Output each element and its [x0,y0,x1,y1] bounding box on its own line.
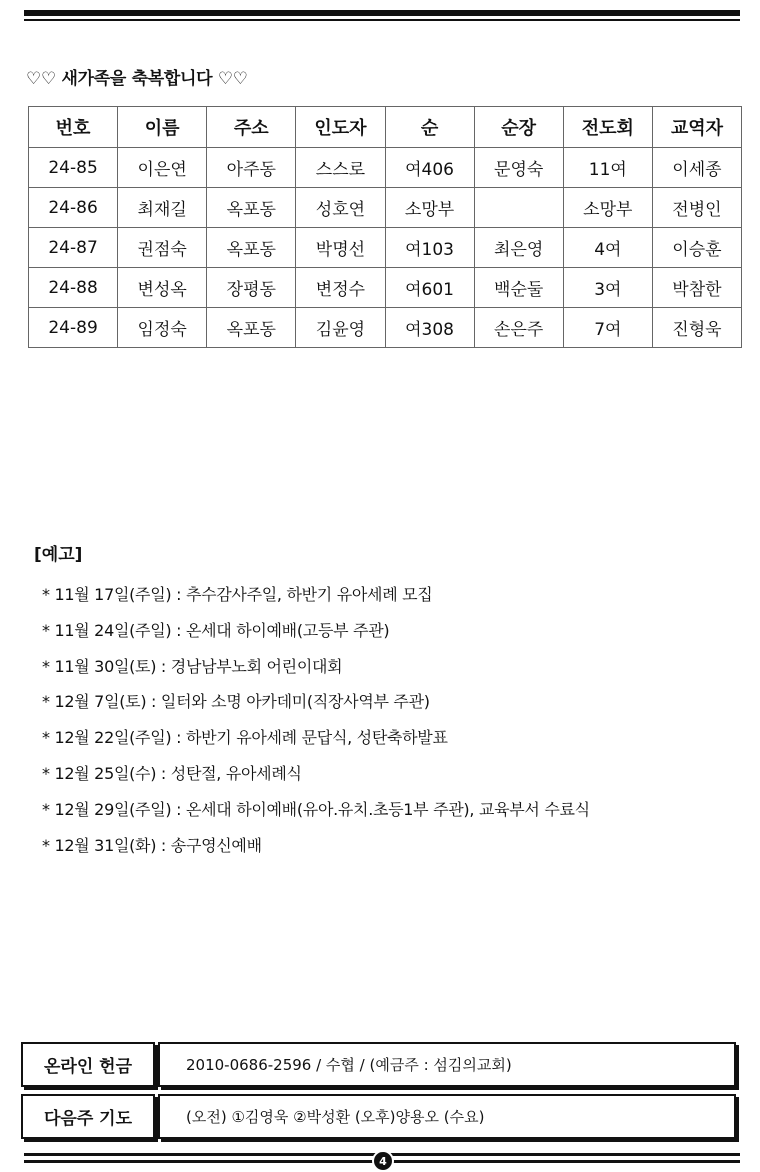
prayer-assignment: (오전) ①김영욱 ②박성환 (오후)양용오 (수요) [158,1094,736,1139]
top-rule-thick [24,10,740,16]
welcome-title: ♡♡ 새가족을 축복합니다 ♡♡ [26,69,248,89]
table-header-row [29,107,742,148]
table-cell: 전병인 [652,188,741,228]
header-guide: 인도자 [296,107,385,148]
table-cell [474,188,563,228]
table-cell: 옥포동 [207,228,296,268]
table-cell: 최은영 [474,228,563,268]
table-cell: 임정숙 [118,308,207,348]
table-cell: 장평동 [207,268,296,308]
list-item: * 12월 31일(화) : 송구영신예배 [42,835,262,855]
table-cell: 변정수 [296,268,385,308]
list-item: * 12월 22일(주일) : 하반기 유아세례 문답식, 성탄축하발표 [42,728,448,748]
table-cell: 11여 [563,148,652,188]
table-cell: 스스로 [296,148,385,188]
table-cell: 이승훈 [652,228,741,268]
table-cell: 진형욱 [652,308,741,348]
table-cell: 김윤영 [296,308,385,348]
table-cell: 손은주 [474,308,563,348]
table-cell: 박명선 [296,228,385,268]
table-cell: 여601 [385,268,474,308]
notice-title: [예고] [34,545,83,565]
table-cell: 박참한 [652,268,741,308]
table-cell: 여308 [385,308,474,348]
table-row [29,268,742,308]
table-cell: 24-86 [29,188,118,228]
table-cell: 백순둘 [474,268,563,308]
table-row [29,148,742,188]
notice-list [42,580,590,866]
table-cell: 변성옥 [118,268,207,308]
list-item: * 11월 17일(주일) : 추수감사주일, 하반기 유아세례 모집 [42,585,433,604]
new-family-table [28,106,742,348]
top-rule-thin [24,19,740,21]
table-cell: 이은연 [118,148,207,188]
table-cell: 옥포동 [207,308,296,348]
list-item: * 12월 29일(주일) : 온세대 하이예배(유아.유치.초등1부 주관), 교육부서 수료식 [42,799,590,819]
list-item: * 11월 30일(토) : 경남남부노회 어린이대회 [42,656,343,676]
header-name: 이름 [118,107,207,148]
header-number: 번호 [29,107,118,148]
table-cell: 여103 [385,228,474,268]
table-cell: 3여 [563,268,652,308]
table-cell: 최재길 [118,188,207,228]
header-group-leader: 순장 [474,107,563,148]
table-cell: 옥포동 [207,188,296,228]
table-cell: 아주동 [207,148,296,188]
table-cell: 문영숙 [474,148,563,188]
table-cell: 권점숙 [118,228,207,268]
table-cell: 이세종 [652,148,741,188]
table-cell: 24-87 [29,228,118,268]
header-mission-group: 전도회 [563,107,652,148]
page-number: 4 [372,1150,394,1172]
table-cell: 소망부 [385,188,474,228]
list-item: * 12월 25일(수) : 성탄절, 유아세례식 [42,763,302,783]
list-item: * 12월 7일(토) : 일터와 소명 아카데미(직장사역부 주관) [42,692,430,712]
table-cell: 여406 [385,148,474,188]
list-item: * 11월 24일(주일) : 온세대 하이예배(고등부 주관) [42,620,390,640]
table-cell: 24-88 [29,268,118,308]
table-cell: 4여 [563,228,652,268]
offering-label: 온라인 헌금 [21,1042,155,1087]
table-row [29,188,742,228]
table-cell: 24-89 [29,308,118,348]
table-row [29,228,742,268]
table-cell: 7여 [563,308,652,348]
offering-account: 2010-0686-2596 / 수협 / (예금주 : 섬김의교회) [158,1042,736,1087]
table-row [29,308,742,348]
header-pastor: 교역자 [652,107,741,148]
table-cell: 성호연 [296,188,385,228]
table-cell: 24-85 [29,148,118,188]
header-group: 순 [385,107,474,148]
table-cell: 소망부 [563,188,652,228]
prayer-label: 다음주 기도 [21,1094,155,1139]
header-address: 주소 [207,107,296,148]
